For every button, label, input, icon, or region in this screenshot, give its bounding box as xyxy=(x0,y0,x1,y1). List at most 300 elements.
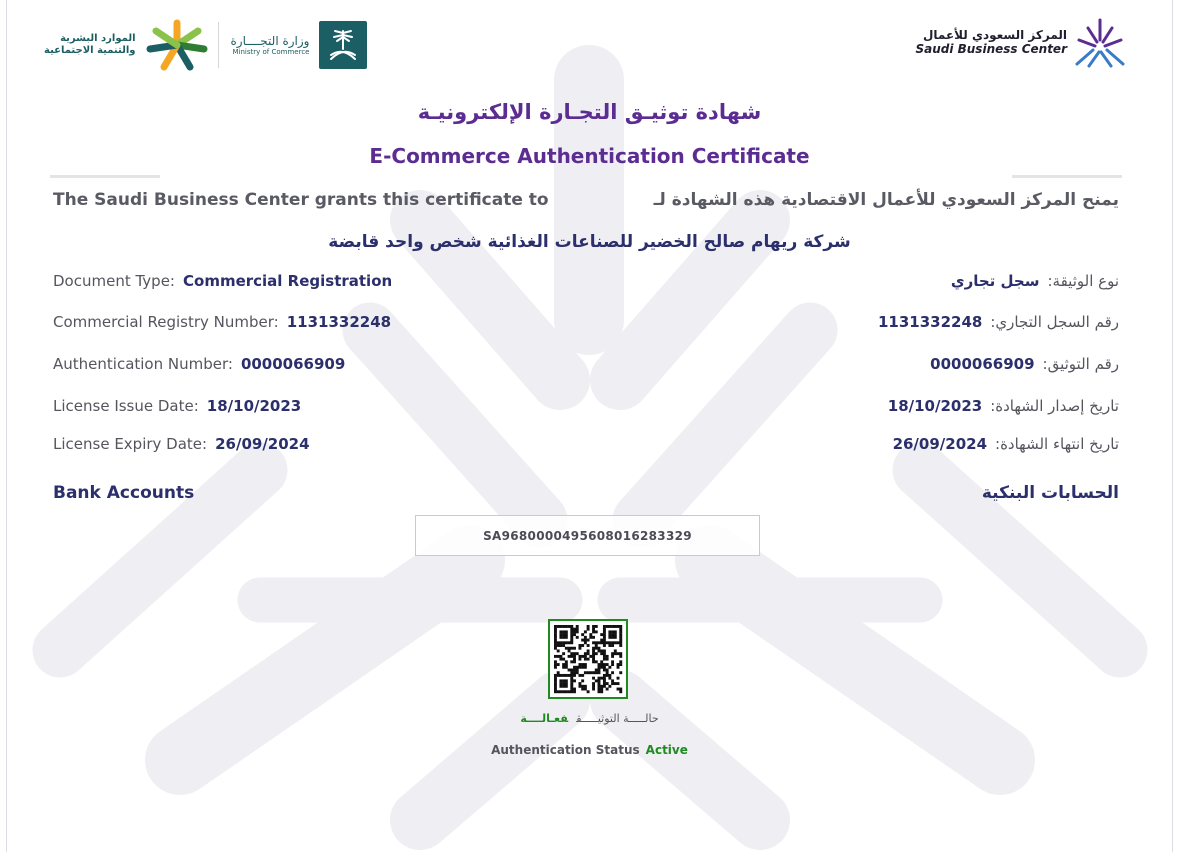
qr-module xyxy=(565,641,568,644)
status-label-ar: حالـــــة التوثيـــــق xyxy=(576,712,659,725)
qr-module xyxy=(554,685,557,688)
qr-module xyxy=(587,628,590,631)
qr-module xyxy=(598,669,601,672)
qr-module xyxy=(559,679,562,682)
qr-module xyxy=(565,636,568,639)
qr-module xyxy=(576,669,579,672)
qr-module xyxy=(559,630,562,633)
qr-module xyxy=(559,633,562,636)
qr-module xyxy=(562,652,565,655)
qr-module xyxy=(598,679,601,682)
qr-module xyxy=(608,630,611,633)
qr-module xyxy=(554,655,557,658)
sbc-logo xyxy=(915,16,1127,70)
qr-module xyxy=(603,682,606,685)
qr-module xyxy=(570,674,573,677)
authentication-number-ar xyxy=(930,355,1119,373)
qr-module xyxy=(592,636,595,639)
qr-module xyxy=(584,685,587,688)
qr-module xyxy=(554,628,557,631)
hr-logo-line1: الموارد البشرية xyxy=(60,33,136,44)
company-name: شركة ريهام صالح الخضير للصناعات الغذائية شخص واحد قابضة xyxy=(328,232,851,252)
qr-module xyxy=(568,669,571,672)
qr-module xyxy=(617,677,620,680)
qr-module xyxy=(581,663,584,666)
qr-module xyxy=(619,636,622,639)
qr-module xyxy=(606,674,609,677)
qr-module xyxy=(584,666,587,669)
qr-module xyxy=(598,671,601,674)
qr-module xyxy=(617,682,620,685)
qr-module xyxy=(600,641,603,644)
qr-module xyxy=(603,636,606,639)
ministry-logos xyxy=(44,18,367,72)
field-label: License Expiry Date: xyxy=(53,435,208,453)
qr-module xyxy=(554,633,557,636)
qr-module xyxy=(587,644,590,647)
qr-module xyxy=(598,641,601,644)
qr-module xyxy=(611,660,614,663)
qr-module xyxy=(598,666,601,669)
qr-module xyxy=(587,658,590,661)
qr-module xyxy=(581,639,584,642)
qr-module xyxy=(562,674,565,677)
qr-module xyxy=(554,644,557,647)
qr-module xyxy=(619,660,622,663)
qr-module xyxy=(598,649,601,652)
qr-module xyxy=(595,652,598,655)
issue-date-en xyxy=(53,397,301,415)
qr-module xyxy=(559,674,562,677)
qr-module xyxy=(603,674,606,677)
qr-module xyxy=(573,690,576,693)
qr-module xyxy=(598,690,601,693)
qr-module xyxy=(619,644,622,647)
qr-module xyxy=(570,660,573,663)
qr-module xyxy=(562,658,565,661)
qr-module xyxy=(557,671,560,674)
qr-module xyxy=(611,644,614,647)
qr-module xyxy=(581,655,584,658)
qr-module xyxy=(600,666,603,669)
hr-logo-line2: والتنمية الاجتماعية xyxy=(44,45,136,56)
qr-module xyxy=(603,679,606,682)
qr-module xyxy=(584,639,587,642)
qr-module xyxy=(573,647,576,650)
qr-module xyxy=(611,641,614,644)
qr-module xyxy=(592,641,595,644)
bank-accounts-title-ar: الحسابات البنكية xyxy=(981,483,1119,503)
qr-module xyxy=(608,685,611,688)
qr-module xyxy=(562,663,565,666)
qr-module xyxy=(570,625,573,628)
qr-module xyxy=(568,674,571,677)
qr-module xyxy=(565,625,568,628)
qr-module xyxy=(614,630,617,633)
field-label: تاريخ انتهاء الشهادة: xyxy=(995,435,1119,453)
qr-module xyxy=(578,685,581,688)
qr-module xyxy=(573,671,576,674)
field-value: 26/09/2024 xyxy=(892,435,988,453)
qr-module xyxy=(573,633,576,636)
issue-date-ar xyxy=(888,397,1119,415)
qr-module xyxy=(554,625,557,628)
qr-module xyxy=(573,628,576,631)
qr-module xyxy=(587,639,590,642)
qr-module xyxy=(565,630,568,633)
qr-module xyxy=(578,647,581,650)
qr-module xyxy=(570,647,573,650)
field-label: تاريخ إصدار الشهادة: xyxy=(990,397,1119,415)
qr-module xyxy=(611,682,614,685)
qr-module xyxy=(587,625,590,628)
qr-module xyxy=(606,658,609,661)
qr-module xyxy=(559,685,562,688)
status-value-ar: فعـالــــة xyxy=(520,712,569,725)
qr-module xyxy=(559,644,562,647)
qr-module xyxy=(554,641,557,644)
authentication-status-en xyxy=(0,743,1179,757)
qr-module xyxy=(562,633,565,636)
qr-code-icon xyxy=(550,621,626,697)
qr-module xyxy=(581,644,584,647)
qr-module xyxy=(614,682,617,685)
qr-module xyxy=(573,652,576,655)
qr-module xyxy=(595,641,598,644)
qr-module xyxy=(562,690,565,693)
hr-star-icon xyxy=(146,19,208,71)
qr-module xyxy=(600,652,603,655)
qr-module xyxy=(598,688,601,691)
qr-module xyxy=(611,652,614,655)
qr-module xyxy=(559,625,562,628)
qr-module xyxy=(595,660,598,663)
qr-module xyxy=(565,666,568,669)
qr-module xyxy=(559,641,562,644)
qr-module xyxy=(598,677,601,680)
qr-module xyxy=(592,647,595,650)
qr-module xyxy=(600,690,603,693)
qr-module xyxy=(611,655,614,658)
qr-module xyxy=(565,663,568,666)
qr-module xyxy=(603,644,606,647)
qr-module xyxy=(617,641,620,644)
qr-module xyxy=(606,671,609,674)
sbc-logo-ar: المركز السعودي للأعمال xyxy=(923,28,1067,43)
field-label: نوع الوثيقة: xyxy=(1047,272,1119,290)
qr-module xyxy=(570,690,573,693)
qr-module xyxy=(619,628,622,631)
qr-module xyxy=(606,655,609,658)
qr-module xyxy=(557,644,560,647)
qr-module xyxy=(581,674,584,677)
qr-module xyxy=(592,682,595,685)
sbc-logo-text xyxy=(915,29,1067,57)
qr-module xyxy=(584,652,587,655)
qr-module xyxy=(611,630,614,633)
qr-module xyxy=(592,630,595,633)
saudi-emblem-icon xyxy=(319,21,367,69)
field-label: License Issue Date: xyxy=(53,397,199,415)
sbc-logo-en: Saudi Business Center xyxy=(915,42,1067,56)
title-en: E-Commerce Authentication Certificate xyxy=(369,144,810,168)
qr-module xyxy=(554,677,557,680)
qr-module xyxy=(608,674,611,677)
qr-module xyxy=(617,625,620,628)
qr-module xyxy=(584,655,587,658)
qr-module xyxy=(603,639,606,642)
qr-module xyxy=(589,636,592,639)
title-ar: شهادة توثيـق التجـارة الإلكترونيـة xyxy=(417,100,762,124)
qr-module xyxy=(554,682,557,685)
qr-module xyxy=(592,685,595,688)
qr-module xyxy=(608,644,611,647)
qr-module xyxy=(617,652,620,655)
qr-module xyxy=(587,671,590,674)
qr-module xyxy=(573,666,576,669)
qr-module xyxy=(559,690,562,693)
decorative-line-left xyxy=(50,175,160,178)
iban-value: SA9680000495608016283329 xyxy=(483,528,692,543)
qr-module xyxy=(587,649,590,652)
qr-module xyxy=(584,641,587,644)
document-type-ar xyxy=(951,272,1119,290)
grant-statement-en: The Saudi Business Center grants this certificate to xyxy=(53,190,549,210)
qr-module xyxy=(608,641,611,644)
qr-module xyxy=(576,671,579,674)
qr-module xyxy=(614,633,617,636)
qr-module xyxy=(592,660,595,663)
qr-module xyxy=(565,690,568,693)
qr-module xyxy=(573,674,576,677)
qr-module xyxy=(603,663,606,666)
qr-module xyxy=(603,655,606,658)
qr-module xyxy=(617,688,620,691)
qr-module xyxy=(600,685,603,688)
qr-module xyxy=(592,625,595,628)
qr-module xyxy=(559,682,562,685)
qr-module xyxy=(581,633,584,636)
qr-module xyxy=(614,649,617,652)
field-label: رقم التوثيق: xyxy=(1042,355,1119,373)
qr-module xyxy=(570,669,573,672)
qr-module xyxy=(589,633,592,636)
qr-module xyxy=(608,666,611,669)
qr-module xyxy=(606,663,609,666)
qr-module xyxy=(557,649,560,652)
qr-module xyxy=(589,671,592,674)
qr-module xyxy=(578,674,581,677)
qr-module xyxy=(570,652,573,655)
qr-module xyxy=(573,658,576,661)
qr-module xyxy=(554,660,557,663)
qr-module xyxy=(559,636,562,639)
authentication-status-ar xyxy=(0,712,1179,725)
qr-module xyxy=(595,625,598,628)
qr-module xyxy=(573,630,576,633)
qr-module xyxy=(592,652,595,655)
qr-module xyxy=(619,639,622,642)
qr-module xyxy=(619,652,622,655)
qr-module xyxy=(619,663,622,666)
field-value: 0000066909 xyxy=(240,355,346,373)
qr-module xyxy=(603,633,606,636)
qr-module xyxy=(557,625,560,628)
qr-module xyxy=(608,636,611,639)
qr-module xyxy=(578,682,581,685)
qr-module xyxy=(611,636,614,639)
qr-module xyxy=(592,688,595,691)
qr-module xyxy=(600,639,603,642)
qr-module xyxy=(603,652,606,655)
field-label: رقم السجل التجاري: xyxy=(990,313,1119,331)
qr-module xyxy=(573,688,576,691)
qr-module xyxy=(578,666,581,669)
qr-module xyxy=(573,679,576,682)
field-value: 1131332248 xyxy=(877,313,983,331)
bank-accounts-title-en: Bank Accounts xyxy=(53,483,195,503)
qr-module xyxy=(578,658,581,661)
qr-module xyxy=(619,641,622,644)
qr-module xyxy=(614,641,617,644)
field-value: Commercial Registration xyxy=(183,272,393,290)
qr-module xyxy=(606,688,609,691)
qr-module xyxy=(584,663,587,666)
status-label-en: Authentication Status xyxy=(491,743,640,757)
qr-module xyxy=(592,671,595,674)
qr-module xyxy=(573,669,576,672)
authentication-number-en xyxy=(53,355,345,373)
qr-module xyxy=(565,674,568,677)
qr-module xyxy=(554,674,557,677)
qr-module xyxy=(581,688,584,691)
qr-module xyxy=(578,644,581,647)
expiry-date-en xyxy=(53,435,310,453)
qr-module xyxy=(600,663,603,666)
qr-module xyxy=(611,679,614,682)
qr-module xyxy=(619,688,622,691)
qr-module xyxy=(570,679,573,682)
qr-module xyxy=(619,630,622,633)
qr-module xyxy=(603,630,606,633)
qr-module xyxy=(573,660,576,663)
qr-module xyxy=(592,658,595,661)
qr-module xyxy=(570,628,573,631)
field-value: 0000066909 xyxy=(930,355,1035,373)
qr-module xyxy=(598,663,601,666)
qr-module xyxy=(570,685,573,688)
qr-module xyxy=(565,633,568,636)
qr-module xyxy=(611,633,614,636)
qr-module xyxy=(598,685,601,688)
qr-module xyxy=(619,625,622,628)
qr-module xyxy=(592,655,595,658)
field-label: Document Type: xyxy=(53,272,175,290)
grant-statement-ar: يمنح المركز السعودي للأعمال الاقتصادية هذه الشهادة لـ xyxy=(653,190,1119,210)
qr-module xyxy=(565,685,568,688)
qr-module xyxy=(554,666,557,669)
qr-module xyxy=(557,655,560,658)
qr-module xyxy=(584,658,587,661)
qr-code[interactable] xyxy=(548,619,628,699)
qr-module xyxy=(557,690,560,693)
qr-module xyxy=(614,625,617,628)
field-label: Authentication Number: xyxy=(53,355,233,373)
qr-module xyxy=(589,655,592,658)
field-value: 26/09/2024 xyxy=(215,435,310,453)
qr-module xyxy=(570,655,573,658)
qr-module xyxy=(581,666,584,669)
qr-module xyxy=(614,636,617,639)
qr-module xyxy=(606,682,609,685)
qr-module xyxy=(603,669,606,672)
qr-module xyxy=(557,663,560,666)
qr-module xyxy=(562,679,565,682)
qr-module xyxy=(608,625,611,628)
moc-logo-en: Ministry of Commerce xyxy=(232,48,310,56)
qr-module xyxy=(562,666,565,669)
qr-module xyxy=(619,671,622,674)
qr-module xyxy=(606,625,609,628)
sbc-star-icon xyxy=(1073,18,1127,68)
field-value: 18/10/2023 xyxy=(887,397,983,415)
qr-module xyxy=(600,660,603,663)
qr-module xyxy=(562,682,565,685)
qr-module xyxy=(562,630,565,633)
qr-module xyxy=(603,641,606,644)
moc-logo-ar: وزارة التجــــارة xyxy=(230,33,310,48)
field-value: 1131332248 xyxy=(286,313,392,331)
qr-module xyxy=(603,666,606,669)
qr-module xyxy=(573,655,576,658)
qr-module xyxy=(554,639,557,642)
qr-module xyxy=(576,625,579,628)
qr-module xyxy=(592,677,595,680)
iban-box xyxy=(415,515,760,556)
qr-module xyxy=(570,639,573,642)
qr-module xyxy=(603,649,606,652)
qr-module xyxy=(559,655,562,658)
qr-module xyxy=(559,658,562,661)
qr-module xyxy=(568,655,571,658)
qr-module xyxy=(570,641,573,644)
qr-module xyxy=(603,685,606,688)
qr-module xyxy=(603,625,606,628)
qr-module xyxy=(562,641,565,644)
qr-module xyxy=(600,677,603,680)
qr-module xyxy=(598,682,601,685)
qr-module xyxy=(595,630,598,633)
qr-module xyxy=(554,679,557,682)
qr-module xyxy=(578,663,581,666)
qr-module xyxy=(565,679,568,682)
qr-module xyxy=(608,677,611,680)
qr-module xyxy=(587,690,590,693)
qr-module xyxy=(619,655,622,658)
qr-module xyxy=(600,688,603,691)
qr-module xyxy=(576,666,579,669)
qr-module xyxy=(595,671,598,674)
qr-module xyxy=(584,671,587,674)
qr-module xyxy=(581,679,584,682)
qr-module xyxy=(598,647,601,650)
qr-module xyxy=(554,636,557,639)
qr-module xyxy=(611,671,614,674)
qr-module xyxy=(595,647,598,650)
qr-module xyxy=(570,671,573,674)
qr-module xyxy=(595,669,598,672)
decorative-line-right xyxy=(1012,175,1122,178)
